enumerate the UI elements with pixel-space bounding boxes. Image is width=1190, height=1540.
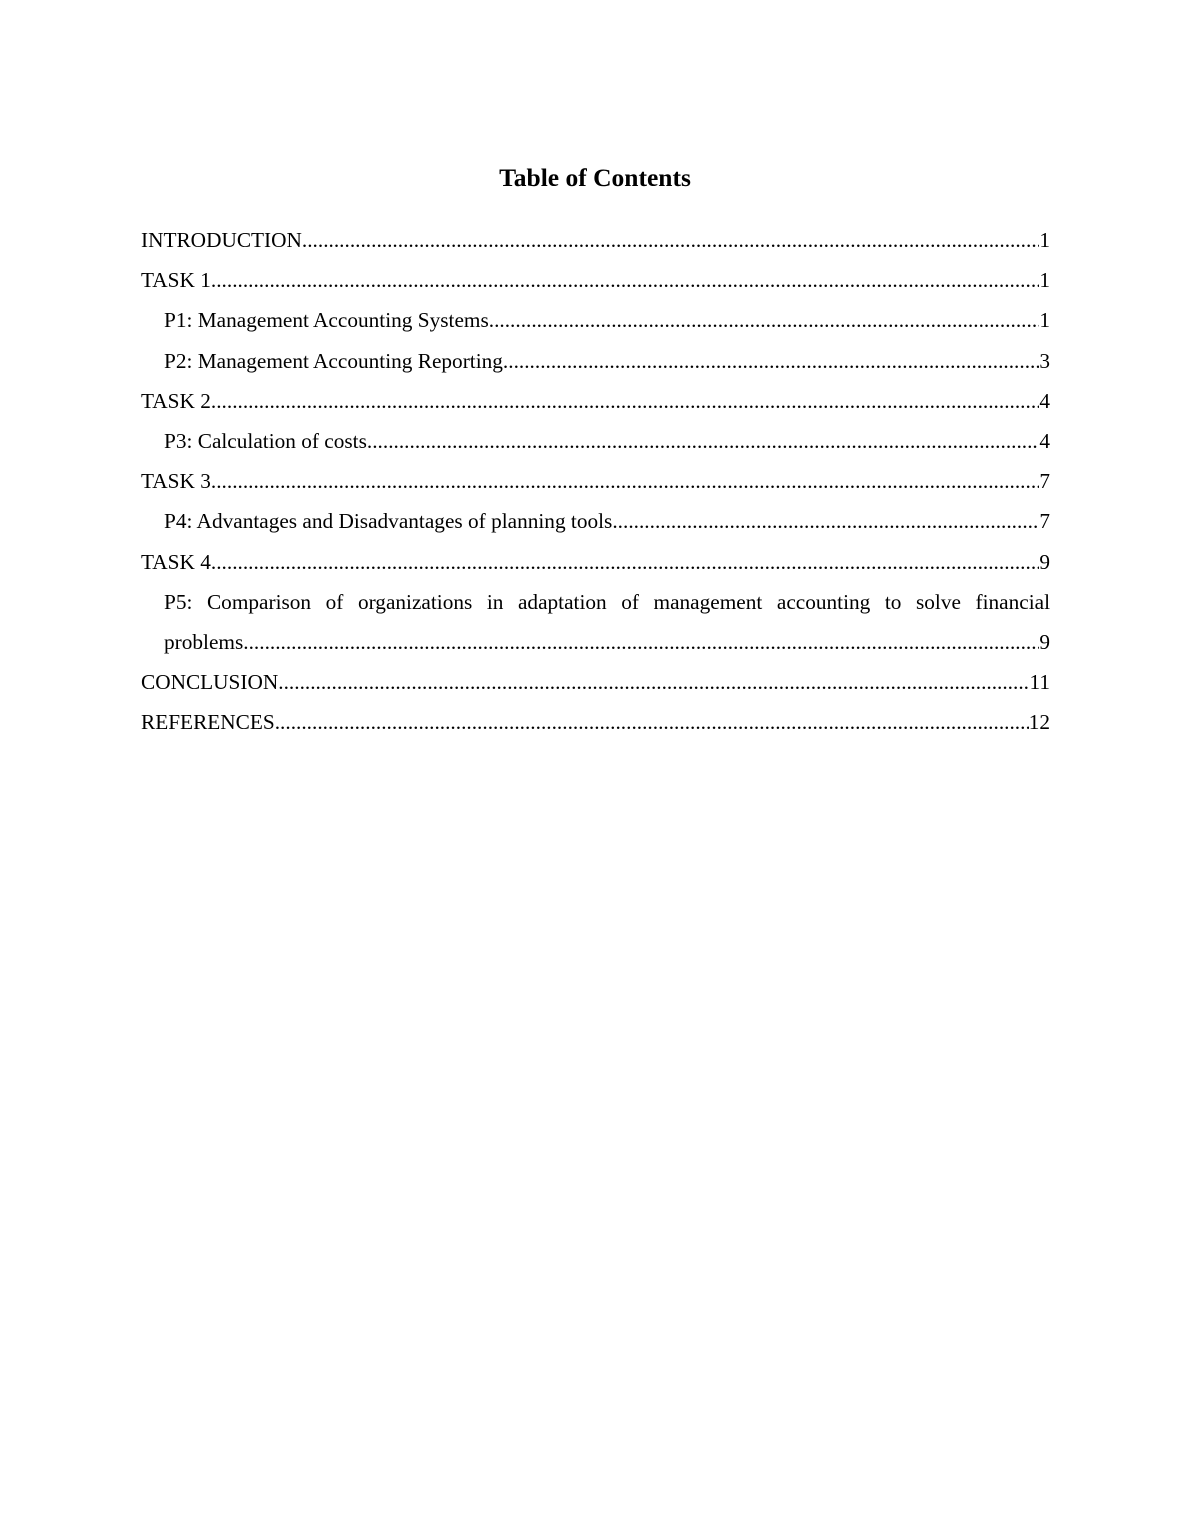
toc-page-number: 4 <box>1039 388 1050 413</box>
word: Comparison <box>206 589 312 614</box>
word: of <box>325 589 344 614</box>
toc-entry-p3[interactable] <box>141 421 1050 461</box>
toc-page-number: 4 <box>1039 428 1050 453</box>
toc-entry-task-4[interactable] <box>141 542 1050 582</box>
dot-leader <box>367 421 1039 461</box>
word: to <box>884 589 902 614</box>
toc-page-number: 9 <box>1039 629 1050 654</box>
toc-title: Table of Contents <box>499 163 691 192</box>
toc-page-number: 1 <box>1039 228 1050 252</box>
dot-leader <box>489 300 1040 340</box>
toc-entry-label: REFERENCES <box>141 710 275 735</box>
toc-entry-label: P3: Calculation of costs <box>164 428 367 453</box>
dot-leader <box>211 542 1039 582</box>
toc-entry-introduction[interactable] <box>141 220 1050 260</box>
word: of <box>621 589 639 614</box>
toc-entry-label: TASK 4 <box>141 549 211 574</box>
toc-entry-task-2[interactable] <box>141 381 1050 421</box>
word: solve <box>915 589 961 614</box>
toc-page-number: 7 <box>1039 509 1050 534</box>
toc-entry-task-1[interactable] <box>141 260 1050 300</box>
toc-entry-references[interactable] <box>141 702 1050 742</box>
toc-page-number: 11 <box>1029 670 1050 695</box>
dot-leader <box>211 381 1039 421</box>
toc-entry-label: TASK 2 <box>141 388 211 413</box>
toc-entry-label: P4: Advantages and Disadvantages of planning tools <box>164 509 613 534</box>
toc-entry-task-3[interactable] <box>141 461 1050 501</box>
word: adaptation <box>517 589 607 614</box>
toc-entry-label: CONCLUSION <box>141 670 279 695</box>
toc-entry-label: P2: Management Accounting Reporting <box>164 348 503 373</box>
toc-page-number: 1 <box>1039 308 1050 333</box>
dot-leader <box>503 341 1039 381</box>
toc-entry-label: INTRODUCTION <box>141 228 302 252</box>
toc-page-number: 12 <box>1028 710 1050 735</box>
toc-entry-label: TASK 1 <box>141 268 211 293</box>
dot-leader <box>211 260 1039 300</box>
dot-leader <box>612 501 1039 541</box>
word: in <box>486 589 504 614</box>
word: management <box>653 589 763 614</box>
dot-leader <box>243 622 1039 662</box>
toc-page-number: 1 <box>1039 268 1050 293</box>
dot-leader <box>278 662 1029 702</box>
toc-entry-label-line-2: problems <box>164 629 244 654</box>
dot-leader <box>275 702 1029 742</box>
toc-entry-p4[interactable] <box>141 501 1050 541</box>
toc-entry-p2[interactable] <box>141 341 1050 381</box>
toc-entry-p5[interactable] <box>141 582 1050 662</box>
toc-entry-label-line-1 <box>164 582 1050 622</box>
toc-entry-p1[interactable] <box>141 300 1050 340</box>
dot-leader <box>211 461 1039 501</box>
word: organizations <box>357 589 473 614</box>
toc-page-number: 9 <box>1039 549 1050 574</box>
dot-leader <box>302 220 1039 260</box>
toc-page-number: 3 <box>1039 348 1050 373</box>
word: accounting <box>776 589 871 614</box>
toc-page-number: 7 <box>1039 469 1050 494</box>
toc-entry-label: P1: Management Accounting Systems <box>164 308 489 333</box>
table-of-contents <box>141 220 1050 742</box>
toc-entry-conclusion[interactable] <box>141 662 1050 702</box>
toc-entry-label: TASK 3 <box>141 469 211 494</box>
word: P5: <box>164 589 193 614</box>
word: financial <box>975 589 1050 614</box>
